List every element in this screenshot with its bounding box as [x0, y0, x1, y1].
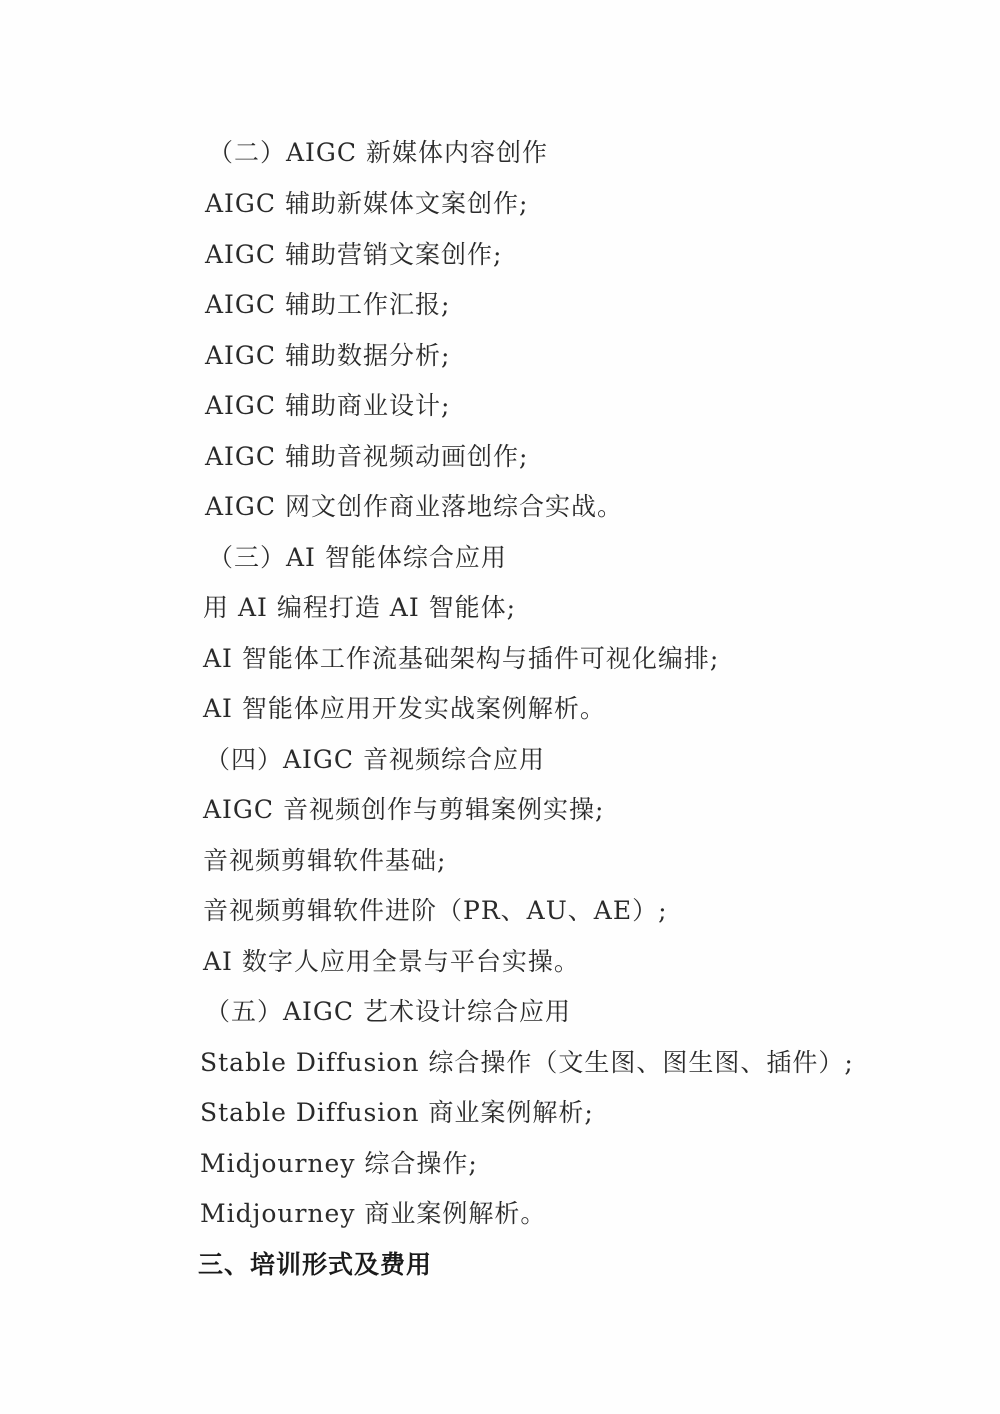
subsection-heading-2: （二）AIGC 新媒体内容创作: [208, 138, 548, 167]
subsection-heading-5: （五）AIGC 艺术设计综合应用: [205, 997, 571, 1026]
list-item: AIGC 辅助数据分析;: [205, 341, 451, 370]
section-heading: 三、培训形式及费用: [198, 1250, 433, 1279]
list-item: Midjourney 综合操作;: [200, 1149, 478, 1178]
list-item: AIGC 网文创作商业落地综合实战。: [205, 492, 623, 521]
list-item: AIGC 辅助新媒体文案创作;: [205, 189, 529, 218]
list-item: 音视频剪辑软件进阶（PR、AU、AE）;: [203, 896, 668, 925]
list-item: Stable Diffusion 综合操作（文生图、图生图、插件）;: [200, 1048, 854, 1077]
list-item: Stable Diffusion 商业案例解析;: [200, 1098, 594, 1127]
list-item: AIGC 辅助商业设计;: [205, 391, 451, 420]
list-item: AIGC 辅助营销文案创作;: [205, 240, 503, 269]
list-item: Midjourney 商业案例解析。: [200, 1199, 547, 1228]
list-item: AI 智能体应用开发实战案例解析。: [203, 694, 606, 723]
list-item: AI 数字人应用全景与平台实操。: [203, 947, 580, 976]
list-item: AIGC 音视频创作与剪辑案例实操;: [203, 795, 605, 824]
subsection-heading-3: （三）AI 智能体综合应用: [208, 543, 507, 572]
subsection-heading-4: （四）AIGC 音视频综合应用: [205, 745, 545, 774]
list-item: 音视频剪辑软件基础;: [203, 846, 447, 875]
list-item: 用 AI 编程打造 AI 智能体;: [203, 593, 517, 622]
list-item: AIGC 辅助音视频动画创作;: [205, 442, 529, 471]
list-item: AIGC 辅助工作汇报;: [205, 290, 451, 319]
list-item: AI 智能体工作流基础架构与插件可视化编排;: [203, 644, 720, 673]
